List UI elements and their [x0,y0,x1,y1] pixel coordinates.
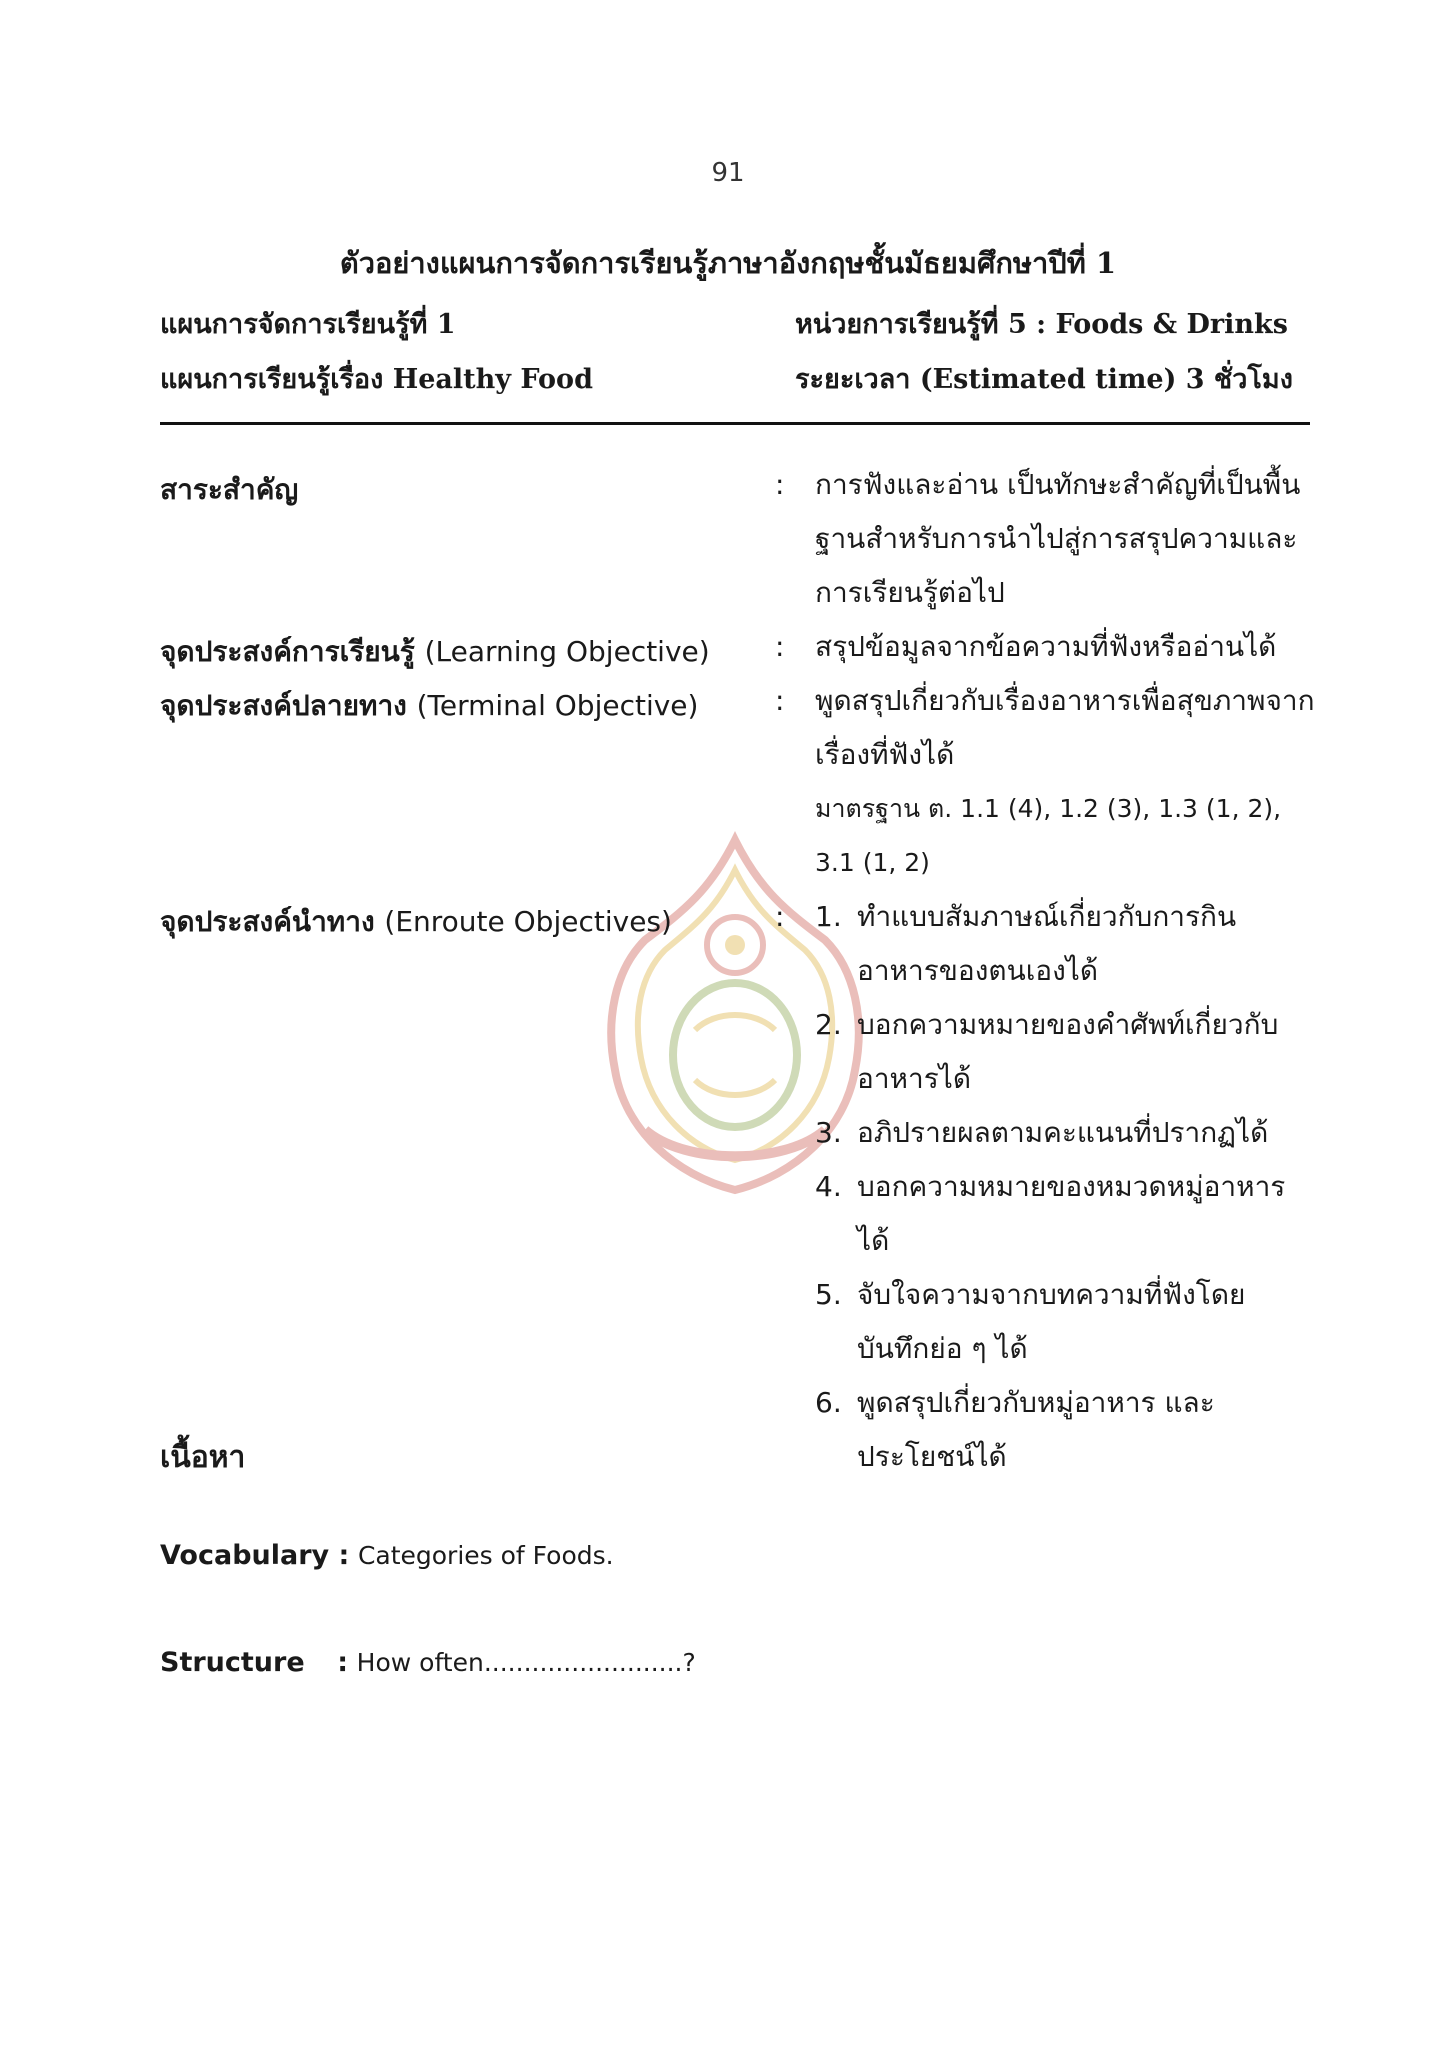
learning-objective-label-en: (Learning Objective) [424,635,710,668]
learning-objective-text: สรุปข้อมูลจากข้อความที่ฟังหรืออ่านได้ [815,630,1277,663]
list-item-text: บอกความหมายของคำศัพท์เกี่ยวกับอาหารได้ [857,1008,1279,1095]
header-divider [160,422,1310,425]
enroute-objectives-colon: : [775,900,785,933]
list-item [815,890,1315,998]
structure-line [160,1647,696,1678]
unit-title: หน่วยการเรียนรู้ที่ 5 : Foods & Drinks [795,309,1288,340]
structure-value: How often.........................? [356,1648,696,1677]
list-item [815,1160,1315,1268]
standard-reference: มาตรฐาน ต. 1.1 (4), 1.2 (3), 1.3 (1, 2), 3.1 (1, 2) [815,794,1282,877]
plan-topic: แผนการเรียนรู้เรื่อง Healthy Food [160,364,593,395]
list-item-text: บอกความหมายของหมวดหมู่อาหารได้ [857,1170,1286,1257]
vocabulary-value: Categories of Foods. [357,1541,614,1570]
vocabulary-line [160,1540,614,1571]
list-item-number: 6. [815,1386,842,1419]
terminal-objective-colon: : [775,684,785,717]
list-item [815,1106,1315,1160]
list-item-text: จับใจความจากบทความที่ฟังโดยบันทึกย่อ ๆ ได้ [857,1278,1246,1365]
enroute-objectives-label [160,900,672,944]
terminal-objective-text: พูดสรุปเกี่ยวกับเรื่องอาหารเพื่อสุขภาพจากเรื่องที่ฟังได้ [815,684,1315,771]
list-item [815,1268,1315,1376]
page-number: 91 [711,158,745,188]
list-item [815,998,1315,1106]
learning-objective-colon: : [775,630,785,663]
structure-colon: : [337,1647,349,1678]
key-concept-label: สาระสำคัญ [160,473,299,506]
learning-objective-label-th: จุดประสงค์การเรียนรู้ [160,635,415,668]
plan-number: แผนการจัดการเรียนรู้ที่ 1 [160,309,456,340]
learning-objective-label [160,630,710,674]
terminal-objective-label-en: (Terminal Objective) [416,689,699,722]
vocabulary-label: Vocabulary : [160,1540,350,1571]
list-item-text: ทำแบบสัมภาษณ์เกี่ยวกับการกินอาหารของตนเองได้ [857,900,1237,987]
key-concept-text: การฟังและอ่าน เป็นทักษะสำคัญที่เป็นพื้นฐานสำหรับการนำไปสู่การสรุปความและการเรียนรู้ต่อไป [815,468,1301,609]
content-section-title: เนื้อหา [160,1440,246,1475]
estimated-time: ระยะเวลา (Estimated time) 3 ชั่วโมง [795,364,1293,395]
enroute-objectives-list [815,890,1315,1484]
list-item-number: 1. [815,900,842,933]
enroute-objectives-label-th: จุดประสงค์นำทาง [160,905,375,938]
list-item-text: พูดสรุปเกี่ยวกับหมู่อาหาร และประโยชน์ได้ [857,1386,1215,1473]
doc-title: ตัวอย่างแผนการจัดการเรียนรู้ภาษาอังกฤษชั้นมัธยมศึกษาปีที่ 1 [339,246,1117,280]
enroute-objectives-label-en: (Enroute Objectives) [384,905,672,938]
key-concept-colon: : [775,468,785,501]
list-item-number: 2. [815,1008,842,1041]
list-item-text: อภิปรายผลตามคะแนนที่ปรากฏได้ [857,1116,1269,1149]
terminal-objective-label [160,684,698,728]
terminal-objective-label-th: จุดประสงค์ปลายทาง [160,689,407,722]
list-item-number: 5. [815,1278,842,1311]
list-item-number: 3. [815,1116,842,1149]
list-item [815,1376,1315,1484]
list-item-number: 4. [815,1170,842,1203]
structure-label: Structure [160,1647,305,1678]
